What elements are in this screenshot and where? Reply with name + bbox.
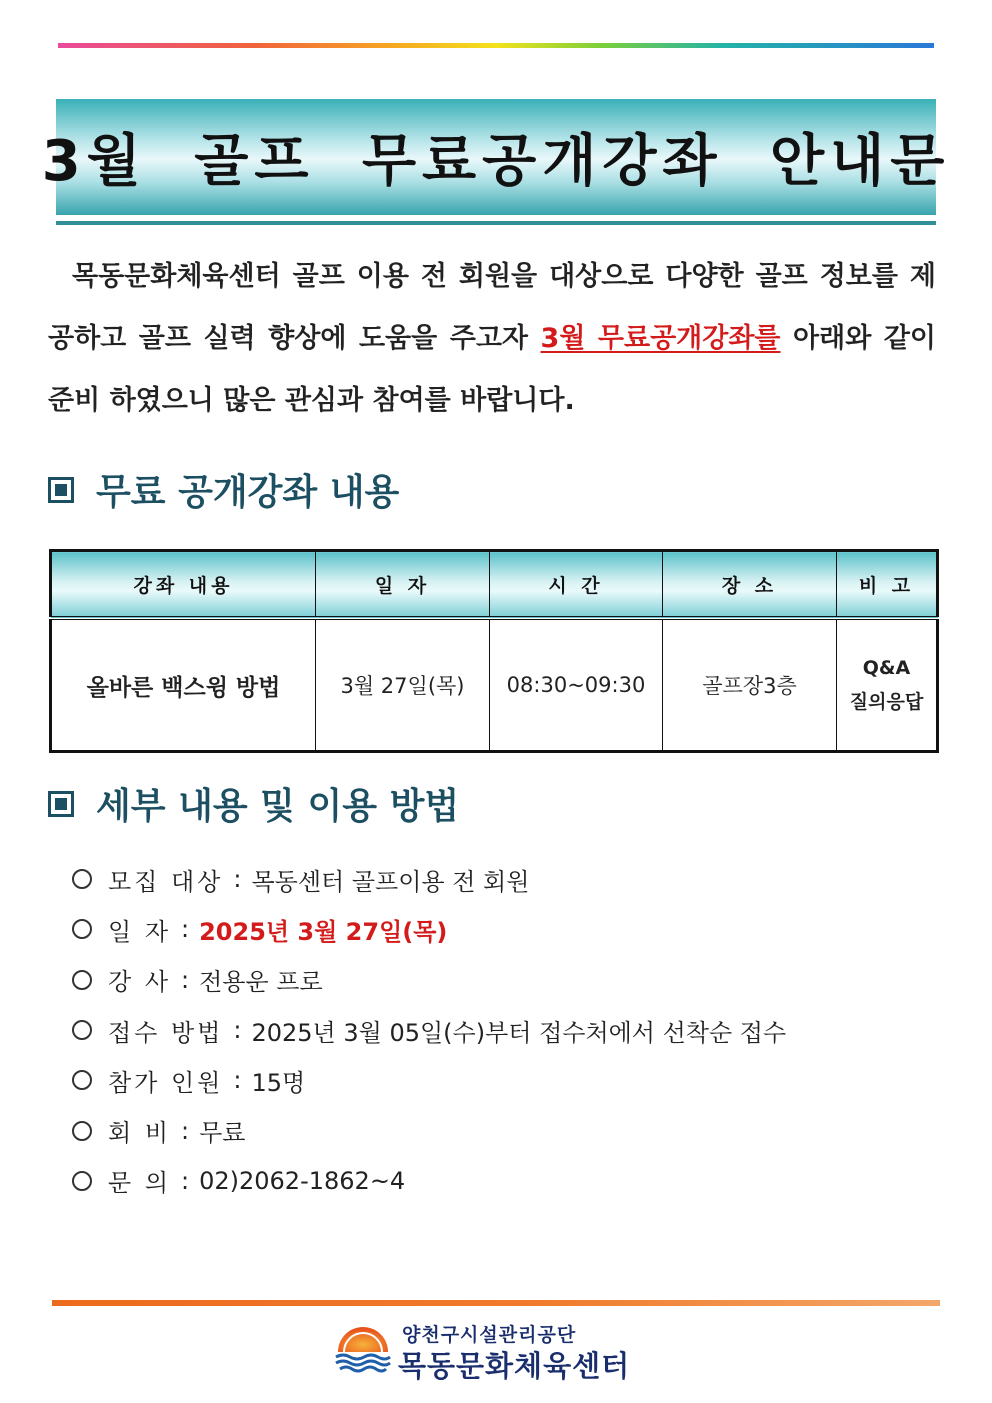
square-bullet-icon	[48, 477, 74, 503]
cell-course: 올바른 백스윙 방법	[51, 618, 316, 752]
sun-wave-logo-icon	[334, 1318, 392, 1374]
detail-label: 문 의	[108, 1169, 171, 1198]
intro-paragraph	[48, 246, 936, 432]
detail-label: 접수 방법	[108, 1018, 224, 1047]
detail-label: 강 사	[108, 968, 171, 997]
circle-bullet-icon	[72, 869, 92, 889]
note-line-1: Q&A	[862, 657, 911, 679]
detail-value: 목동센터 골프이용 전 회원	[251, 867, 530, 896]
lecture-table	[49, 549, 939, 753]
circle-bullet-icon	[72, 1070, 92, 1090]
title-banner	[41, 99, 951, 215]
header-course: 강좌 내용	[51, 551, 316, 619]
circle-bullet-icon	[72, 1171, 92, 1191]
intro-text-before: 목동문화체육센터 골프 이용 전 회원을 대상으로 다양한 골프 정보를 제공하고 골프 실력 향상에 도움을 주고자	[48, 261, 936, 354]
list-item: 모집 대상 : 목동센터 골프이용 전 회원	[72, 854, 932, 904]
detail-value: 2025년 3월 05일(수)부터 접수처에서 선착순 접수	[251, 1018, 787, 1047]
details-list	[72, 854, 932, 1206]
page-title: 3월 골프 무료공개강좌 안내문	[41, 129, 951, 194]
list-item: 강 사 : 전용운 프로	[72, 955, 932, 1005]
circle-bullet-icon	[72, 970, 92, 990]
detail-label: 참가 인원	[108, 1068, 224, 1097]
circle-bullet-icon	[72, 1121, 92, 1141]
cell-note	[837, 618, 938, 752]
section-heading-lecture	[48, 464, 399, 515]
detail-value: 02)2062-1862~4	[199, 1166, 406, 1195]
intro-highlight: 3월 무료공개강좌를	[540, 323, 781, 354]
list-item: 일 자 : 2025년 3월 27일(목)	[72, 904, 932, 954]
detail-value: 2025년 3월 27일(목)	[199, 917, 448, 946]
detail-label: 일 자	[108, 917, 171, 946]
org-name-big: 목동문화체육센터	[398, 1349, 631, 1383]
cell-time: 08:30~09:30	[490, 618, 663, 752]
cell-date: 3월 27일(목)	[316, 618, 490, 752]
detail-value: 전용운 프로	[199, 968, 323, 997]
list-item: 회 비 : 무료	[72, 1105, 932, 1155]
square-bullet-icon	[48, 791, 74, 817]
circle-bullet-icon	[72, 1020, 92, 1040]
intro-text	[48, 246, 936, 432]
intro-text-after: 아래와 같이 준비 하였으니 많은 관심과 참여를 바랍니다.	[48, 323, 936, 416]
footer-divider	[52, 1300, 940, 1306]
note-line-2: 질의응답	[849, 691, 924, 713]
cell-place: 골프장3층	[663, 618, 837, 752]
detail-value: 무료	[199, 1119, 246, 1148]
circle-bullet-icon	[72, 919, 92, 939]
list-item: 접수 방법 : 2025년 3월 05일(수)부터 접수처에서 선착순 접수	[72, 1005, 932, 1055]
section-title: 무료 공개강좌 내용	[96, 472, 400, 513]
table-header-row	[51, 551, 938, 619]
org-name-small: 양천구시설관리공단	[402, 1324, 577, 1346]
list-item: 문 의 : 02)2062-1862~4	[72, 1156, 932, 1206]
header-time: 시 간	[490, 551, 663, 619]
section-heading-details	[48, 778, 459, 829]
header-date: 일 자	[316, 551, 490, 619]
footer-logo-block	[334, 1318, 674, 1383]
rainbow-divider	[58, 43, 934, 48]
detail-label: 모집 대상	[108, 867, 224, 896]
section-title: 세부 내용 및 이용 방법	[96, 786, 460, 827]
list-item: 참가 인원 : 15명	[72, 1055, 932, 1105]
detail-label: 회 비	[108, 1119, 171, 1148]
header-note: 비 고	[837, 551, 938, 619]
header-place: 장 소	[663, 551, 837, 619]
table-row	[51, 618, 938, 752]
detail-value: 15명	[251, 1068, 306, 1097]
